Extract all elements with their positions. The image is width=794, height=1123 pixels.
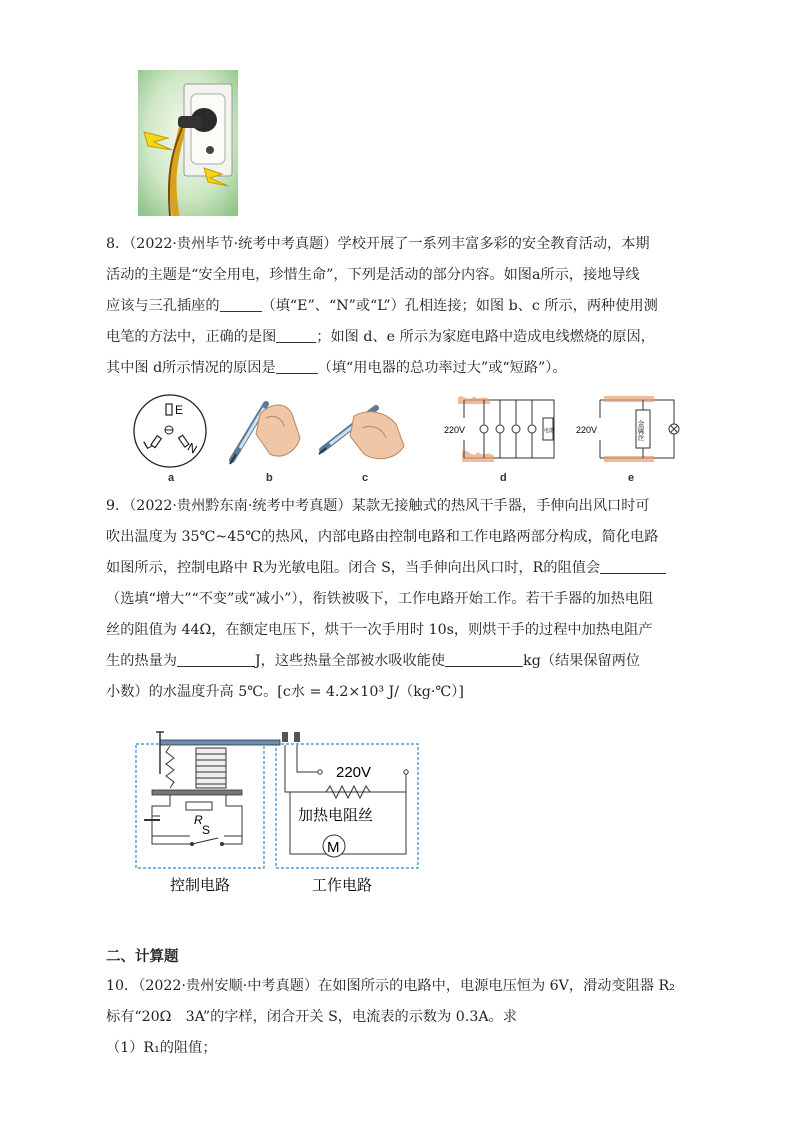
- metal-wire-label: 金属丝: [637, 419, 645, 441]
- answer-blank[interactable]: [177, 652, 255, 667]
- section-title: 二、计算题: [106, 948, 179, 965]
- figure-caption-a: a: [168, 472, 175, 484]
- q9-line-4: （选填“增大”“不变”或“减小”），衔铁被吸下，工作电路开始工作。若干手器的加热电阻: [106, 591, 654, 607]
- figure-caption-b: b: [266, 472, 273, 484]
- figure-caption-d: d: [500, 472, 507, 484]
- figure-d-overload-circuit: [444, 394, 560, 468]
- figure-b-test-pen: [226, 394, 304, 466]
- switch-s-label: S: [202, 823, 211, 837]
- socket-label-n: N: [185, 439, 200, 457]
- q8-line-3: 应该与三孔插座的 （填“E”、“N”或“L”）孔相连接；如图 b、c 所示，两种使用测: [106, 298, 658, 314]
- figure-c-test-pen: [316, 398, 406, 464]
- voltage-label-e: 220V: [576, 425, 598, 435]
- figure-e-short-circuit: [574, 394, 684, 468]
- q10-line-3: （1）R₁的阻值；: [106, 1040, 217, 1056]
- control-circuit-label: 控制电路: [170, 877, 231, 894]
- work-circuit-label: 工作电路: [312, 877, 373, 894]
- q10-line-2: 标有“20Ω 3A”的字样，闭合开关 S，电流表的示数为 0.3A。求: [106, 1009, 517, 1025]
- plug-sparks-illustration: [138, 70, 238, 216]
- motor-label: M: [327, 839, 340, 856]
- q8-line-5: 其中图 d所示情况的原因是 （填“用电器的总功率过大”或“短路”）。: [106, 360, 567, 376]
- q9-line-7: 小数）的水温度升高 5℃。[c水 = 4.2×10³ J/（kg·℃）]: [106, 684, 464, 700]
- q8-line-1: 8．（2022·贵州毕节·统考中考真题）学校开展了一系列丰富多彩的安全教育活动，本期: [106, 236, 650, 252]
- answer-blank[interactable]: [276, 328, 316, 343]
- q10-line-1: 10．（2022·贵州安顺·中考真题）在如图所示的电路中，电源电压恒为 6V，滑动变阻器 R₂: [106, 978, 675, 994]
- resistor-r-label: R: [194, 813, 203, 827]
- socket-label-e: E: [175, 403, 184, 417]
- voltage-label-d: 220V: [444, 425, 466, 435]
- appliance-label: 电器: [544, 428, 555, 434]
- hand-dryer-circuit-diagram: [130, 714, 430, 898]
- q9-line-1: 9．（2022·贵州黔东南·统考中考真题）某款无接触式的热风干手器，手伸向出风口时可: [106, 498, 650, 514]
- figure-caption-c: c: [362, 472, 369, 484]
- q9-line-6: 生的热量为 J，这些热量全部被水吸收能使 kg（结果保留两位: [106, 653, 641, 669]
- q9-line-2: 吹出温度为 35℃~45℃的热风，内部电路由控制电路和工作电路两部分构成，简化电路: [106, 529, 659, 545]
- q8-line-2: 活动的主题是“安全用电，珍惜生命”，下列是活动的部分内容。如图a所示，接地导线: [106, 267, 640, 283]
- q8-line-4: 电笔的方法中，正确的是图 ；如图 d、e 所示为家庭电路中造成电线燃烧的原因，: [106, 329, 655, 345]
- answer-blank[interactable]: [600, 559, 666, 574]
- q9-line-5: 丝的阻值为 44Ω，在额定电压下，烘干一次手用时 10s，则烘干手的过程中加热电阻产: [106, 622, 653, 638]
- answer-blank[interactable]: [220, 297, 262, 312]
- work-voltage-label: 220V: [336, 764, 372, 781]
- socket-label-l: L: [141, 436, 154, 453]
- figure-caption-e: e: [628, 472, 635, 484]
- heater-wire-label: 加热电阻丝: [298, 807, 374, 824]
- figure-a-socket: [128, 392, 212, 470]
- answer-blank[interactable]: [276, 359, 318, 374]
- q9-line-3: 如图所示，控制电路中 R为光敏电阻。闭合 S，当手伸向出风口时，R的阻值会: [106, 559, 696, 577]
- answer-blank[interactable]: [445, 652, 523, 667]
